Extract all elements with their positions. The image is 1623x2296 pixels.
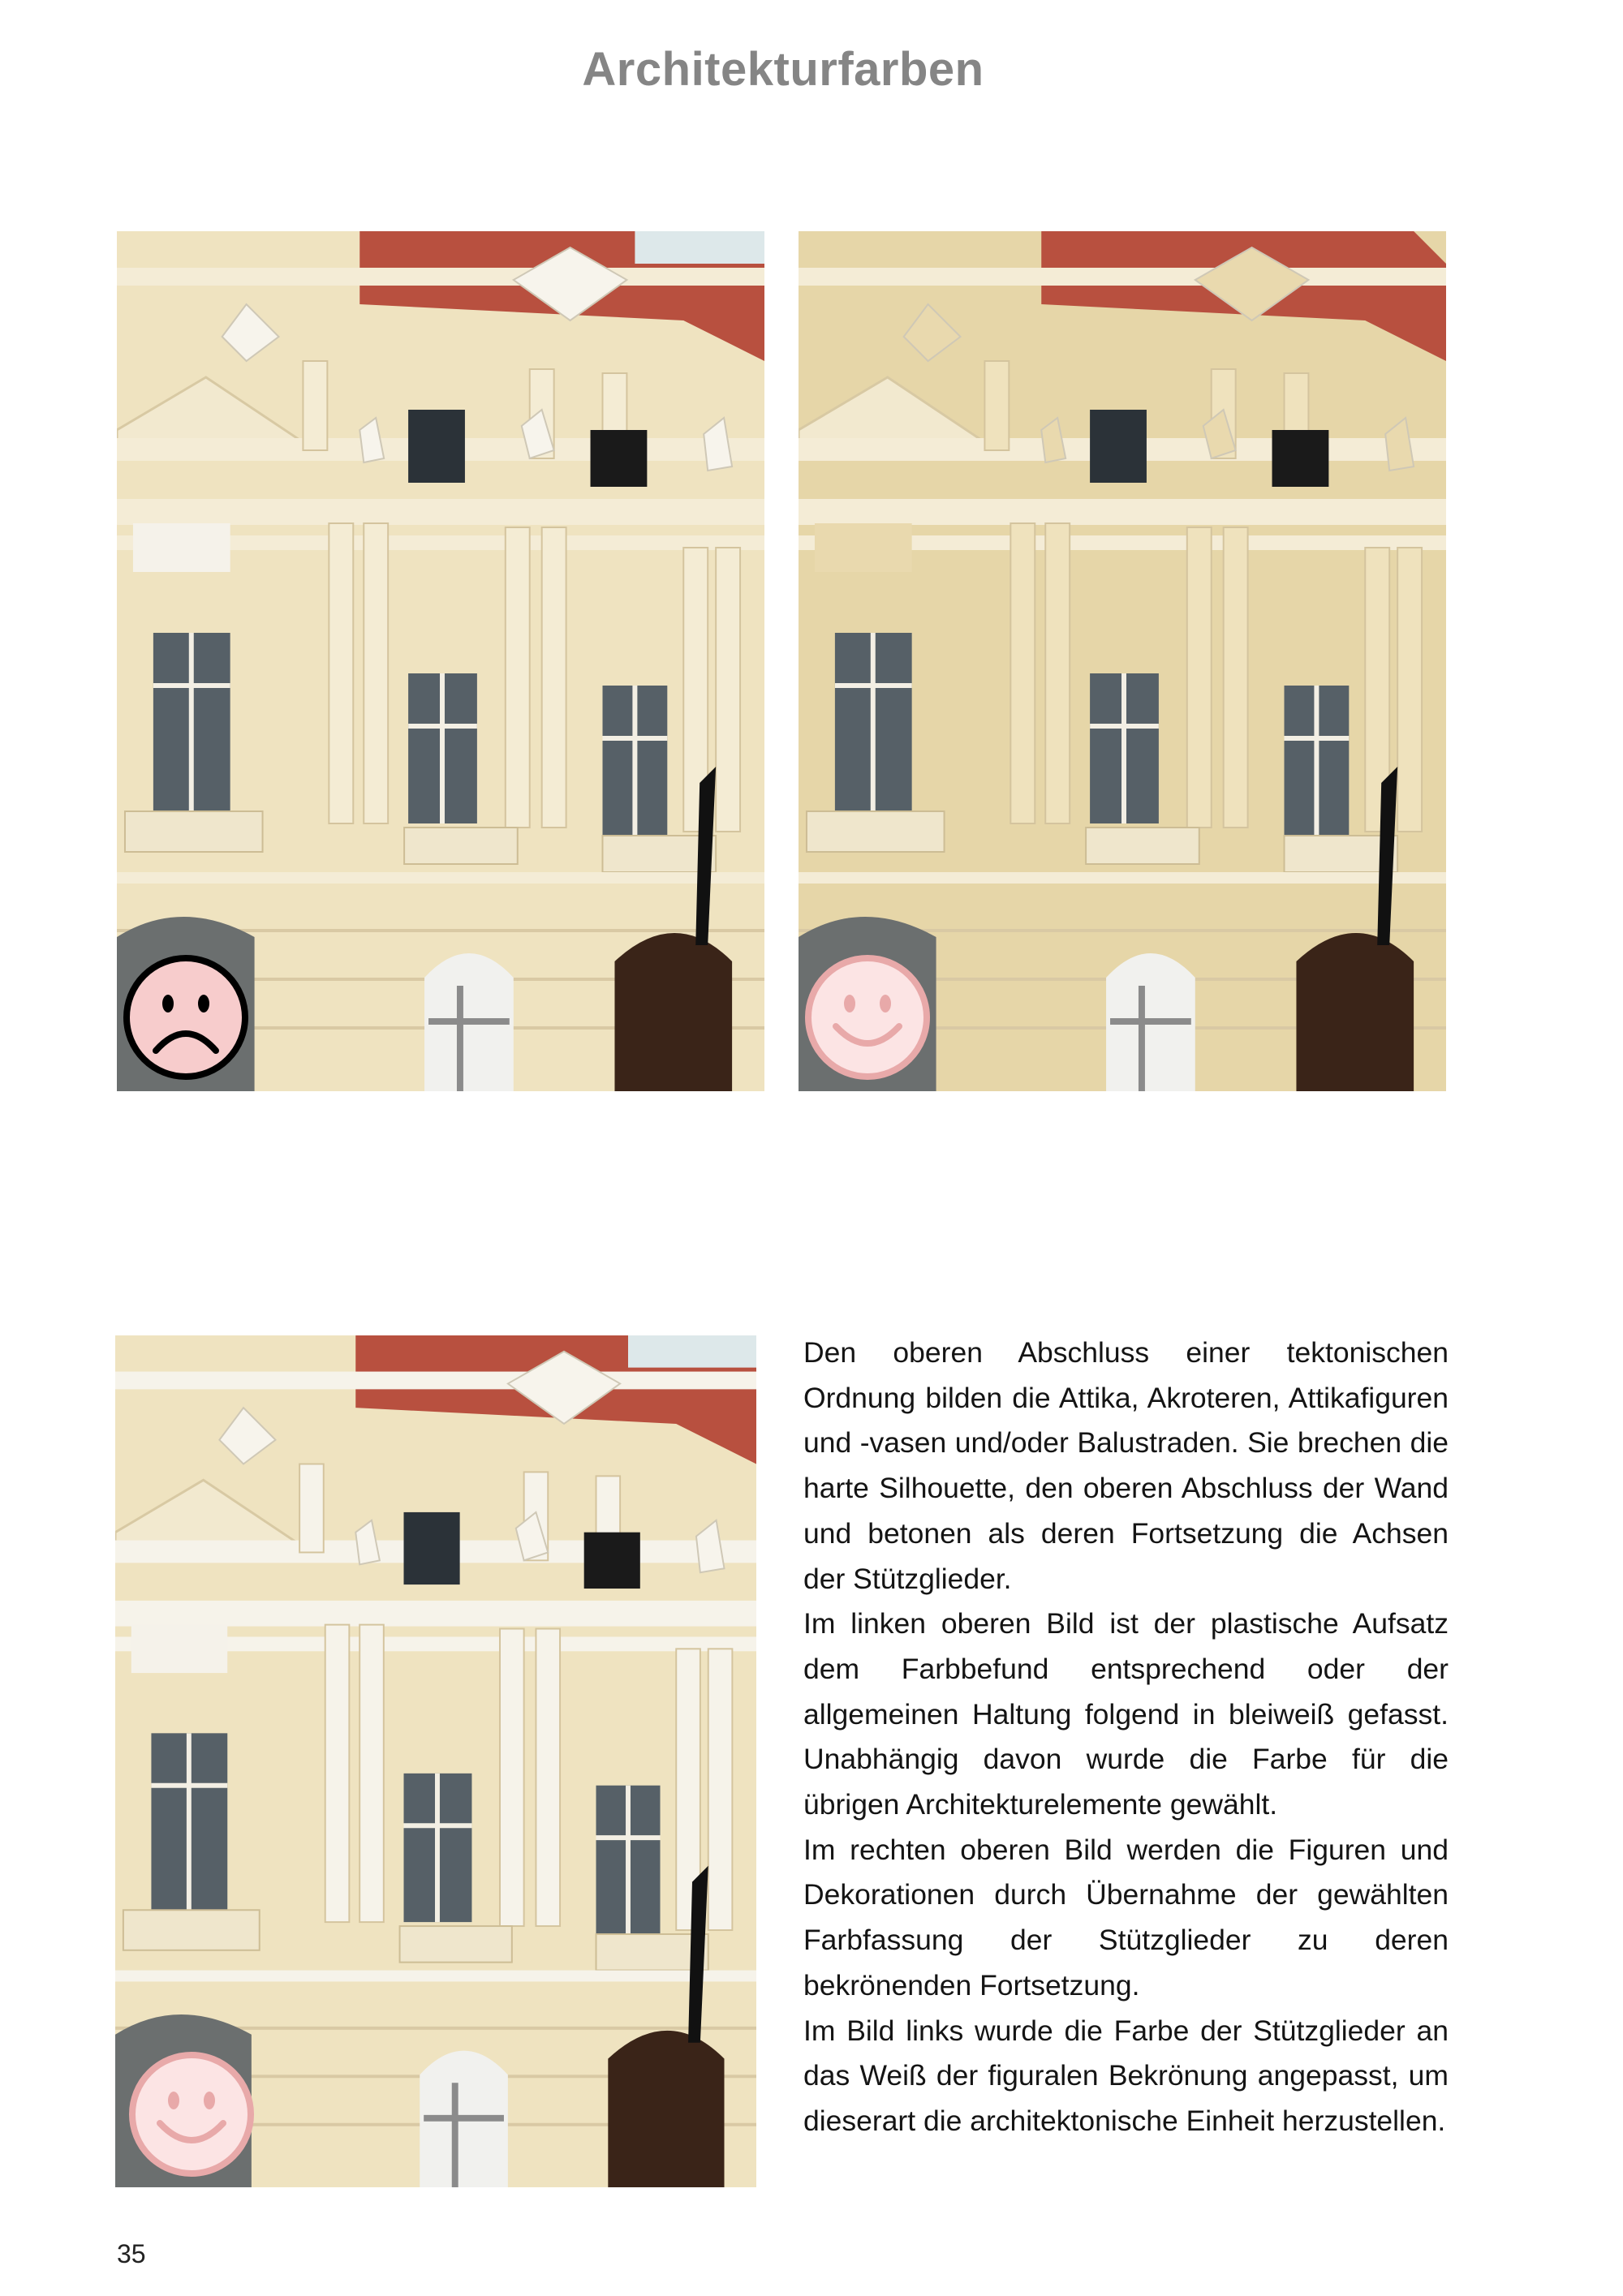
paragraph: Den oberen Abschluss einer tektonischen Ordnung bilden die Attika, Akroteren, Attikafiguren und -vasen und/oder Balustraden. Sie brechen die harte Silhouette, den oberen Abschluss der Wand und betonen als deren Fortsetzung die Achsen der Stützglieder.: [803, 1336, 1449, 1595]
body-text: [803, 1331, 1449, 2144]
paragraph: Im Bild links wurde die Farbe der Stützglieder an das Weiß der figuralen Bekrönung angepasst, um dieserart die architektonische Einheit herzustellen.: [803, 2014, 1449, 2137]
page-title: Architekturfarben: [582, 43, 984, 96]
sad-face-icon: [122, 953, 250, 1081]
paragraph: Im rechten oberen Bild werden die Figuren und Dekorationen durch Übernahme der gewählten Farbfassung der Stützglieder zu deren bekrönenden Fortsetzung.: [803, 1833, 1449, 2001]
happy-face-icon: [127, 2050, 256, 2178]
happy-face-icon: [803, 953, 932, 1081]
page-number: 35: [117, 2239, 146, 2268]
paragraph: Im linken oberen Bild ist der plastische Aufsatz dem Farbbefund entsprechend oder der allgemeinen Haltung folgend in bleiweiß gefasst. Unabhängig davon wurde die Farbe für die übrigen Architekturelemente gewählt.: [803, 1607, 1449, 1821]
